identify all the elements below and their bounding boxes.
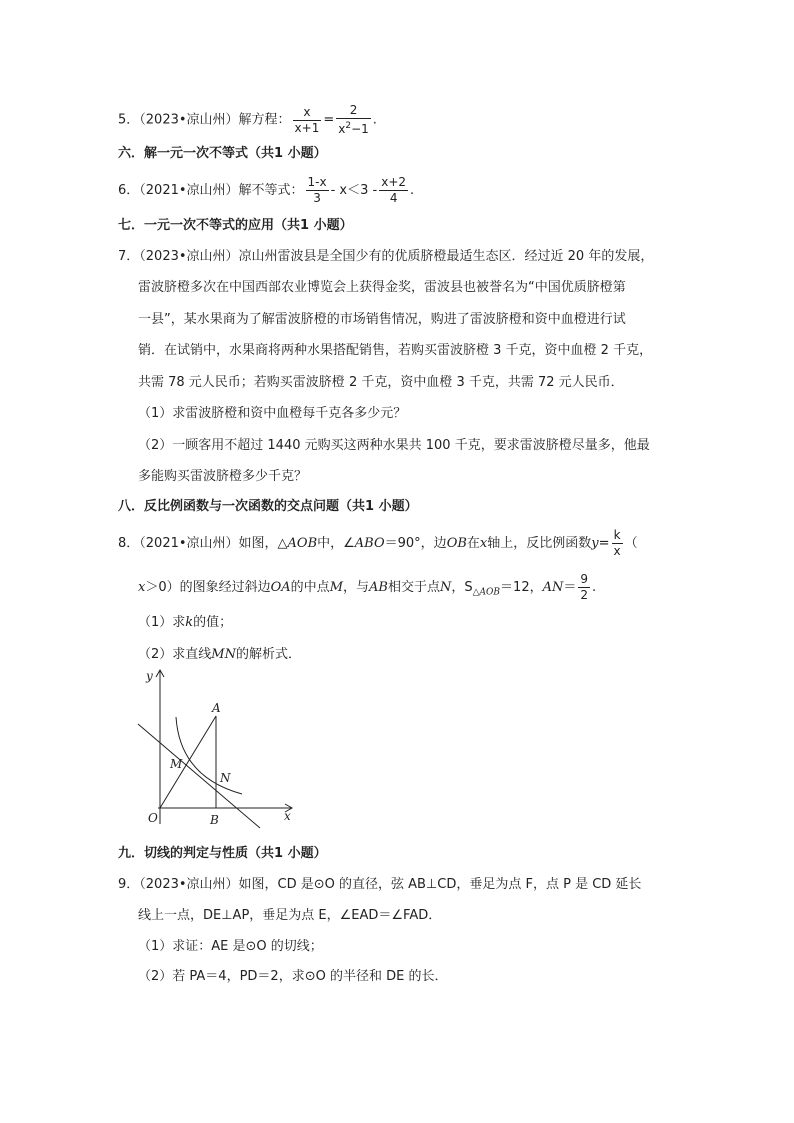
question-7-line-5: 共需 78 元人民币；若购买雷波脐橙 2 千克，资中血橙 3 千克，共需 72 元人民币．: [138, 375, 624, 390]
question-8-part-1: （1）求k的值；: [138, 615, 233, 630]
coordinate-figure: [120, 662, 310, 832]
hyperbola-curve: [176, 717, 242, 794]
section-heading-9: 九．切线的判定与性质（共1 小题）: [118, 846, 327, 861]
fraction: $\frac{k}{x}$: [613, 528, 621, 558]
question-9-part-1: （1）求证：AE 是⊙O 的切线；: [138, 939, 323, 954]
question-7-part-1: （1）求雷波脐橙和资中血橙每千克各多少元？: [138, 406, 407, 421]
question-7-part-2-cont: 多能购买雷波脐橙多少千克？: [138, 469, 308, 484]
question-8-line-1: 8．（2021•凉山州）如图，△AOB中，∠ABO＝90°，边OB在x轴上，反比例函数y= $\frac{k}{x}$ （: [118, 528, 638, 558]
label-x: x: [284, 809, 291, 823]
section-heading-7: 七．一元一次不等式的应用（共1 小题）: [118, 218, 353, 233]
question-7-part-2: （2）一顾客用不超过 1440 元购买这两种水果共 100 千克，要求雷波脐橙尽量多，他最: [138, 438, 650, 453]
label-o: O: [148, 811, 158, 825]
label-n: N: [220, 771, 231, 785]
question-7-line-1: 7．（2023•凉山州）凉山州雷波县是全国少有的优质脐橙最适生态区．经过近 20 年的发展，: [118, 249, 654, 264]
label-m: M: [170, 757, 183, 771]
section-heading-8: 八．反比例函数与一次函数的交点问题（共1 小题）: [118, 499, 418, 514]
fraction: $\frac{1-x}{3}$: [307, 175, 327, 205]
label-b: B: [210, 813, 219, 827]
question-7-line-4: 销．在试销中，水果商将两种水果搭配销售，若购买雷波脐橙 3 千克，资中血橙 2 千克，: [138, 343, 653, 358]
question-9-line-2: 线上一点，DE⊥AP，垂足为点 E，∠EAD＝∠FAD．: [138, 908, 442, 923]
segment-oa: [160, 716, 216, 808]
label-a: A: [212, 701, 221, 715]
question-8-line-2: x＞0）的图象经过斜边OA的中点M，与AB相交于点N，$S_{\triangle AOB}=12$，AN＝ $\frac{9}{2}$ .: [138, 572, 597, 602]
question-9-part-2: （2）若 PA＝4，PD＝2，求⊙O 的半径和 DE 的长．: [138, 969, 448, 984]
question-8-part-2: （2）求直线MN的解析式．: [138, 647, 301, 662]
question-7-line-2: 雷波脐橙多次在中国西部农业博览会上获得金奖，雷波县也被誉名为“中国优质脐橙第: [138, 280, 626, 295]
fraction: $\frac{2}{x^2-1}$: [338, 103, 369, 136]
fraction: $\frac{x+2}{4}$: [381, 175, 407, 205]
section-heading-6: 六．解一元一次不等式（共1 小题）: [118, 146, 327, 161]
question-7-line-3: 一县”，某水果商为了解雷波脐橙的市场销售情况，购进了雷波脐橙和资中血橙进行试: [138, 312, 626, 327]
fraction: $\frac{x}{x+1}$: [294, 104, 320, 135]
question-5: 5．（2023•凉山州）解方程： $\frac{x}{x+1}$ = $\frac{2}{x^2-1}$ .: [118, 103, 377, 136]
fraction: $\frac{9}{2}$: [580, 572, 589, 602]
label-y: y: [146, 669, 153, 683]
question-6: 6．（2021•凉山州）解不等式： $\frac{1-x}{3}$ - x＜3 - $\frac{x+2}{4}$ .: [118, 175, 415, 205]
question-5-lead: 5．（2023•凉山州）解方程：: [118, 112, 291, 128]
question-9-line-1: 9．（2023•凉山州）如图，CD 是⊙O 的直径，弦 AB⊥CD，垂足为点 F，点 P 是 CD 延长: [118, 877, 642, 892]
